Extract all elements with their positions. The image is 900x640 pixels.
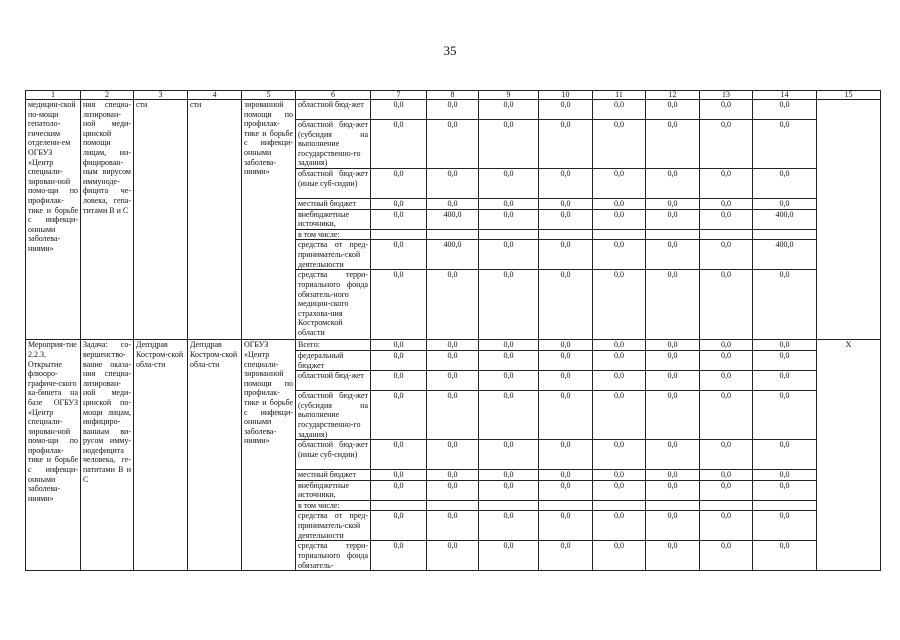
amount-cell: 0,0 bbox=[593, 391, 646, 440]
amount-cell: 0,0 bbox=[371, 371, 427, 391]
amount-cell: 0,0 bbox=[593, 209, 646, 229]
amount-cell: 0,0 bbox=[753, 470, 817, 481]
funding-source-cell: областной бюд-жет (субсидия на выполнение государственно-го задания) bbox=[296, 391, 371, 440]
amount-cell: 0,0 bbox=[593, 371, 646, 391]
amount-cell: 0,0 bbox=[479, 350, 539, 370]
amount-cell bbox=[700, 500, 753, 511]
amount-cell: 0,0 bbox=[539, 440, 593, 470]
funding-source-cell: местный бюджет bbox=[296, 198, 371, 209]
amount-cell: 0,0 bbox=[479, 440, 539, 470]
amount-cell: 0,0 bbox=[479, 511, 539, 541]
amount-cell: 0,0 bbox=[700, 511, 753, 541]
amount-cell: 0,0 bbox=[700, 350, 753, 370]
amount-cell: 0,0 bbox=[753, 270, 817, 340]
funding-source-cell: внебюджетные источники, bbox=[296, 209, 371, 229]
amount-cell: 0,0 bbox=[539, 209, 593, 229]
column-number-4: 4 bbox=[188, 91, 242, 100]
amount-cell: 0,0 bbox=[593, 511, 646, 541]
amount-cell: 0,0 bbox=[427, 100, 479, 120]
amount-cell: 0,0 bbox=[753, 120, 817, 169]
amount-cell: 0,0 bbox=[646, 470, 700, 481]
amount-cell: 0,0 bbox=[371, 209, 427, 229]
amount-cell: 0,0 bbox=[427, 198, 479, 209]
amount-cell: 0,0 bbox=[700, 240, 753, 270]
amount-cell bbox=[427, 500, 479, 511]
amount-cell: 0,0 bbox=[427, 440, 479, 470]
task-description-cell: Задача: со-вершенство-вание оказа-ния специа-лизирован-ной меди-цинской по-мощи лицам, инфициро-ванным ви-русом имму-нодефицита человека, ге-патитами В и С bbox=[81, 340, 134, 571]
amount-cell: 0,0 bbox=[646, 100, 700, 120]
amount-cell: 0,0 bbox=[700, 270, 753, 340]
amount-cell: 0,0 bbox=[371, 100, 427, 120]
amount-cell: 0,0 bbox=[539, 391, 593, 440]
amount-cell: 0,0 bbox=[700, 340, 753, 351]
amount-cell: 0,0 bbox=[753, 168, 817, 198]
amount-cell: 0,0 bbox=[539, 240, 593, 270]
amount-cell bbox=[753, 229, 817, 240]
funding-source-cell: областной бюд-жет (иные суб-сидии) bbox=[296, 440, 371, 470]
amount-cell: 0,0 bbox=[593, 168, 646, 198]
amount-cell: 0,0 bbox=[371, 470, 427, 481]
amount-cell: 0,0 bbox=[427, 340, 479, 351]
amount-cell: 0,0 bbox=[646, 168, 700, 198]
amount-cell: 0,0 bbox=[479, 168, 539, 198]
amount-cell: 0,0 bbox=[593, 541, 646, 571]
amount-cell: 0,0 bbox=[753, 100, 817, 120]
amount-cell: 0,0 bbox=[700, 391, 753, 440]
amount-cell: 0,0 bbox=[371, 511, 427, 541]
amount-cell: 0,0 bbox=[593, 480, 646, 500]
header-row bbox=[26, 91, 881, 100]
amount-cell bbox=[371, 500, 427, 511]
amount-cell: 0,0 bbox=[753, 371, 817, 391]
amount-cell: 0,0 bbox=[371, 340, 427, 351]
funding-source-cell: областной бюд-жет (субсидия на выполнение государственно-го задания) bbox=[296, 120, 371, 169]
co-executor-cell: сти bbox=[188, 100, 242, 340]
funding-source-cell: средства от пред-приниматель-ской деятельности bbox=[296, 240, 371, 270]
amount-cell: 0,0 bbox=[371, 440, 427, 470]
amount-cell: 0,0 bbox=[700, 470, 753, 481]
amount-cell: 0,0 bbox=[427, 270, 479, 340]
amount-cell: 400,0 bbox=[753, 209, 817, 229]
amount-cell: 0,0 bbox=[700, 120, 753, 169]
amount-cell bbox=[753, 500, 817, 511]
column-number-11: 11 bbox=[593, 91, 646, 100]
page-number: 35 bbox=[443, 43, 457, 58]
amount-cell: 0,0 bbox=[427, 120, 479, 169]
column-number-8: 8 bbox=[427, 91, 479, 100]
amount-cell: 0,0 bbox=[479, 100, 539, 120]
funding-source-cell: федеральный бюджет bbox=[296, 350, 371, 370]
amount-cell: 0,0 bbox=[700, 440, 753, 470]
amount-cell: 0,0 bbox=[646, 371, 700, 391]
funding-source-cell: средства терри-ториального фонда обязатель-ного медицин-ского страхова-ния Костромской области bbox=[296, 270, 371, 340]
amount-cell bbox=[539, 229, 593, 240]
amount-cell: 0,0 bbox=[593, 270, 646, 340]
responsible-executor-cell: сти bbox=[134, 100, 188, 340]
table-row bbox=[26, 100, 881, 120]
measure-name-cell: медицин-ской по-мощи гепатоло-гическим отделени-ем ОГБУЗ «Центр специали-зирован-ной помо-щи по профилак-тике и борьбе с инфекци-онными заболева-ниями» bbox=[26, 100, 81, 340]
funding-source-cell: в том числе: bbox=[296, 500, 371, 511]
participant-cell: ОГБУЗ «Центр специали-зированной помощи по профилак-тике и борьбе с инфекци-онными заболева-ниями» bbox=[242, 340, 296, 571]
column-number-13: 13 bbox=[700, 91, 753, 100]
indicator-cell: Х bbox=[817, 340, 881, 571]
amount-cell: 0,0 bbox=[479, 391, 539, 440]
amount-cell: 0,0 bbox=[371, 198, 427, 209]
amount-cell: 0,0 bbox=[371, 391, 427, 440]
amount-cell: 0,0 bbox=[753, 350, 817, 370]
amount-cell: 0,0 bbox=[753, 480, 817, 500]
amount-cell: 0,0 bbox=[479, 120, 539, 169]
amount-cell: 0,0 bbox=[593, 340, 646, 351]
funding-source-cell: в том числе: bbox=[296, 229, 371, 240]
amount-cell: 0,0 bbox=[700, 198, 753, 209]
amount-cell: 0,0 bbox=[479, 470, 539, 481]
amount-cell: 0,0 bbox=[427, 168, 479, 198]
amount-cell: 0,0 bbox=[539, 541, 593, 571]
amount-cell: 0,0 bbox=[700, 168, 753, 198]
amount-cell: 0,0 bbox=[479, 541, 539, 571]
amount-cell bbox=[479, 229, 539, 240]
amount-cell: 0,0 bbox=[371, 480, 427, 500]
table-row bbox=[26, 340, 881, 351]
amount-cell: 0,0 bbox=[646, 541, 700, 571]
amount-cell: 0,0 bbox=[479, 340, 539, 351]
amount-cell: 0,0 bbox=[646, 480, 700, 500]
amount-cell: 0,0 bbox=[593, 198, 646, 209]
amount-cell bbox=[539, 500, 593, 511]
budget-table bbox=[25, 90, 881, 571]
amount-cell bbox=[427, 229, 479, 240]
amount-cell: 0,0 bbox=[427, 391, 479, 440]
amount-cell: 0,0 bbox=[539, 470, 593, 481]
amount-cell: 0,0 bbox=[593, 100, 646, 120]
amount-cell: 0,0 bbox=[700, 100, 753, 120]
amount-cell: 0,0 bbox=[646, 340, 700, 351]
amount-cell: 0,0 bbox=[539, 270, 593, 340]
column-number-6: 6 bbox=[296, 91, 371, 100]
amount-cell: 0,0 bbox=[539, 100, 593, 120]
amount-cell: 400,0 bbox=[427, 209, 479, 229]
amount-cell: 0,0 bbox=[539, 120, 593, 169]
amount-cell: 400,0 bbox=[753, 240, 817, 270]
participant-cell: зированной помощи по профилак-тике и борьбе с инфекци-онными заболева-ниями» bbox=[242, 100, 296, 340]
amount-cell: 0,0 bbox=[700, 371, 753, 391]
amount-cell: 0,0 bbox=[539, 340, 593, 351]
amount-cell: 0,0 bbox=[700, 541, 753, 571]
amount-cell: 0,0 bbox=[646, 270, 700, 340]
amount-cell: 0,0 bbox=[427, 350, 479, 370]
amount-cell: 0,0 bbox=[371, 270, 427, 340]
task-description-cell: ния специа-лизирован-ной меди-цинской помощи лицам, ин-фицирован-ным вирусом иммунодe-фицита че-ловека, гепа-титами В и С bbox=[81, 100, 134, 340]
indicator-cell bbox=[817, 100, 881, 340]
amount-cell: 0,0 bbox=[646, 350, 700, 370]
responsible-executor-cell: Депздрав Костром-ской обла-сти bbox=[134, 340, 188, 571]
amount-cell: 0,0 bbox=[753, 541, 817, 571]
column-number-12: 12 bbox=[646, 91, 700, 100]
amount-cell: 0,0 bbox=[593, 440, 646, 470]
amount-cell bbox=[646, 229, 700, 240]
amount-cell: 0,0 bbox=[700, 480, 753, 500]
funding-source-cell: внебюджетные источники, bbox=[296, 480, 371, 500]
amount-cell: 0,0 bbox=[479, 371, 539, 391]
column-number-1: 1 bbox=[26, 91, 81, 100]
amount-cell: 0,0 bbox=[479, 209, 539, 229]
amount-cell: 0,0 bbox=[646, 391, 700, 440]
amount-cell: 0,0 bbox=[593, 350, 646, 370]
amount-cell: 0,0 bbox=[593, 240, 646, 270]
amount-cell: 0,0 bbox=[539, 168, 593, 198]
amount-cell: 0,0 bbox=[479, 198, 539, 209]
amount-cell: 0,0 bbox=[427, 541, 479, 571]
amount-cell: 0,0 bbox=[539, 350, 593, 370]
amount-cell: 0,0 bbox=[753, 511, 817, 541]
column-number-15: 15 bbox=[817, 91, 881, 100]
column-number-14: 14 bbox=[753, 91, 817, 100]
amount-cell: 0,0 bbox=[646, 440, 700, 470]
measure-name-cell: Мероприя-тие 2.2.3. Открытие флюоро-графиче-ского ка-бинета на базе ОГБУЗ «Центр специали-зирован-ной помо-щи по профилак-тике и борьбе с инфекци-онными заболева-ниями» bbox=[26, 340, 81, 571]
funding-source-cell: местный бюджет bbox=[296, 470, 371, 481]
amount-cell bbox=[700, 229, 753, 240]
amount-cell: 0,0 bbox=[539, 511, 593, 541]
amount-cell bbox=[646, 500, 700, 511]
amount-cell: 0,0 bbox=[479, 480, 539, 500]
funding-source-cell: средства от пред-приниматель-ской деятельности bbox=[296, 511, 371, 541]
amount-cell: 0,0 bbox=[479, 270, 539, 340]
amount-cell: 0,0 bbox=[700, 209, 753, 229]
amount-cell: 0,0 bbox=[427, 371, 479, 391]
funding-source-cell: областной бюд-жет (иные суб-сидии) bbox=[296, 168, 371, 198]
amount-cell: 0,0 bbox=[427, 480, 479, 500]
amount-cell bbox=[593, 229, 646, 240]
column-number-10: 10 bbox=[539, 91, 593, 100]
amount-cell: 0,0 bbox=[646, 209, 700, 229]
column-number-3: 3 bbox=[134, 91, 188, 100]
column-number-2: 2 bbox=[81, 91, 134, 100]
amount-cell: 0,0 bbox=[539, 480, 593, 500]
amount-cell: 0,0 bbox=[371, 350, 427, 370]
amount-cell: 0,0 bbox=[753, 391, 817, 440]
amount-cell: 0,0 bbox=[427, 470, 479, 481]
amount-cell: 0,0 bbox=[427, 511, 479, 541]
funding-source-cell: Всего: bbox=[296, 340, 371, 351]
funding-source-cell: областной бюд-жет bbox=[296, 371, 371, 391]
funding-source-cell: средства терри-ториального фонда обязатель- bbox=[296, 541, 371, 571]
amount-cell: 0,0 bbox=[479, 240, 539, 270]
amount-cell: 0,0 bbox=[646, 511, 700, 541]
amount-cell: 0,0 bbox=[753, 440, 817, 470]
amount-cell: 0,0 bbox=[753, 340, 817, 351]
amount-cell: 0,0 bbox=[371, 120, 427, 169]
amount-cell: 0,0 bbox=[646, 120, 700, 169]
column-number-9: 9 bbox=[479, 91, 539, 100]
amount-cell bbox=[593, 500, 646, 511]
amount-cell: 0,0 bbox=[646, 198, 700, 209]
amount-cell: 0,0 bbox=[371, 541, 427, 571]
amount-cell bbox=[371, 229, 427, 240]
column-number-5: 5 bbox=[242, 91, 296, 100]
funding-source-cell: областной бюд-жет bbox=[296, 100, 371, 120]
amount-cell: 0,0 bbox=[539, 198, 593, 209]
column-number-7: 7 bbox=[371, 91, 427, 100]
amount-cell: 0,0 bbox=[646, 240, 700, 270]
amount-cell bbox=[479, 500, 539, 511]
amount-cell: 0,0 bbox=[371, 240, 427, 270]
amount-cell: 0,0 bbox=[593, 470, 646, 481]
amount-cell: 0,0 bbox=[371, 168, 427, 198]
co-executor-cell: Депздрав Костром-ской обла-сти bbox=[188, 340, 242, 571]
amount-cell: 0,0 bbox=[593, 120, 646, 169]
amount-cell: 0,0 bbox=[539, 371, 593, 391]
amount-cell: 400,0 bbox=[427, 240, 479, 270]
amount-cell: 0,0 bbox=[753, 198, 817, 209]
